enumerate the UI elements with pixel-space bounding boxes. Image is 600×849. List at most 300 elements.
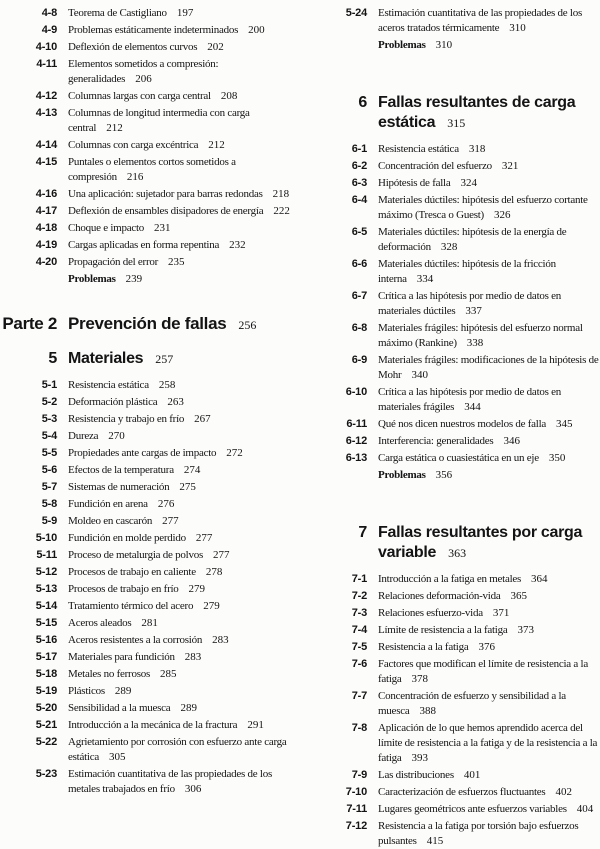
entry-title: Estimación cuantitativa de las propiedades de los aceros tratados térmicamente <box>378 7 583 34</box>
entry-title: Choque e impacto <box>68 222 145 234</box>
entry-title-wrap <box>68 767 300 797</box>
entry-number: 4-19 <box>35 239 57 251</box>
toc-entry <box>310 38 600 53</box>
entry-title: Estimación cuantitativa de las propiedades de los metales trabajados en frío <box>68 768 273 795</box>
toc-entry-list <box>310 142 600 483</box>
entry-title: Procesos de trabajo en caliente <box>68 566 196 578</box>
entry-number: 6-3 <box>351 177 367 189</box>
entry-page-number: 291 <box>247 719 264 731</box>
entry-page-number: 393 <box>411 752 429 764</box>
entry-number: 7-12 <box>345 820 367 832</box>
toc-entry <box>0 155 300 185</box>
entry-title-wrap <box>378 802 600 817</box>
toc-entry-list <box>0 6 300 287</box>
entry-title: Límite de resistencia a la fatiga <box>378 624 508 636</box>
chapter-title-wrap <box>378 523 600 563</box>
entry-page-number: 278 <box>205 566 223 578</box>
toc-entry <box>310 385 600 415</box>
entry-title: Materiales frágiles: hipótesis del esfuerzo normal máximo (Rankine) <box>378 322 583 349</box>
entry-page-number: 276 <box>157 498 175 510</box>
entry-page-number: 283 <box>212 634 229 646</box>
toc-entry <box>310 657 600 687</box>
part-label: Parte 2 <box>2 314 57 333</box>
entry-page-number: 218 <box>272 188 290 200</box>
entry-number: 6-2 <box>351 160 367 172</box>
entry-page-number: 346 <box>503 435 520 447</box>
entry-title-wrap <box>378 193 600 223</box>
entry-title: Materiales dúctiles: hipótesis de la energía de deformación <box>378 226 567 253</box>
entry-title: Lugares geométricos ante esfuerzos variables <box>378 803 567 815</box>
entry-page-number: 274 <box>183 464 201 476</box>
chapter-number: 6 <box>358 94 367 111</box>
entry-number: 4-20 <box>35 256 57 268</box>
chapter-heading <box>310 523 600 563</box>
entry-page-number: 222 <box>273 205 290 217</box>
entry-title: Caracterización de esfuerzos fluctuantes <box>378 786 546 798</box>
entry-title: Problemas <box>378 39 426 51</box>
entry-page-number: 267 <box>194 413 211 425</box>
entry-page-number: 279 <box>188 583 206 595</box>
entry-title-wrap <box>378 289 600 319</box>
toc-entry <box>310 353 600 383</box>
entry-page-number: 356 <box>435 469 453 481</box>
entry-title: Agrietamiento por corrosión con esfuerzo ante carga estática <box>68 736 287 763</box>
entry-title: Relaciones deformación-vida <box>378 590 501 602</box>
toc-entry <box>310 721 600 766</box>
toc-entry <box>0 272 300 287</box>
entry-number: 4-8 <box>41 7 57 19</box>
entry-title: Efectos de la temperatura <box>68 464 174 476</box>
chapter-number: 5 <box>48 350 57 367</box>
entry-number: 6-11 <box>346 418 367 430</box>
entry-title: Materiales dúctiles: hipótesis del esfuerzo cortante máximo (Tresca o Guest) <box>378 194 588 221</box>
toc-entry <box>0 718 300 733</box>
entry-title-wrap <box>68 667 300 682</box>
entry-page-number: 371 <box>492 607 510 619</box>
entry-title-wrap <box>68 446 300 461</box>
entry-number: 5-16 <box>35 634 57 646</box>
entry-number: 5-14 <box>35 600 57 612</box>
entry-page-number: 275 <box>179 481 196 493</box>
entry-number: 5-5 <box>41 447 57 459</box>
entry-number: 5-6 <box>41 464 57 476</box>
toc-entry <box>310 640 600 655</box>
entry-page-number: 212 <box>106 122 123 134</box>
entry-page-number: 281 <box>141 617 158 629</box>
entry-title-wrap <box>68 187 300 202</box>
entry-title-wrap <box>68 514 300 529</box>
entry-number: 6-1 <box>351 143 367 155</box>
entry-number: 7-7 <box>351 690 367 702</box>
entry-title: Concentración del esfuerzo <box>378 160 492 172</box>
entry-number: 5-15 <box>35 617 57 629</box>
entry-page-number: 378 <box>411 673 429 685</box>
entry-title: Dureza <box>68 430 99 442</box>
toc-entry <box>310 6 600 36</box>
entry-page-number: 263 <box>167 396 184 408</box>
entry-title: Materiales para fundición <box>68 651 175 663</box>
entry-title: Proceso de metalurgia de polvos <box>68 549 204 561</box>
entry-number: 5-23 <box>35 768 57 780</box>
entry-page-number: 328 <box>440 241 458 253</box>
entry-title: Procesos de trabajo en frío <box>68 583 179 595</box>
entry-title: Introducción a la mecánica de la fractura <box>68 719 238 731</box>
entry-page-number: 232 <box>229 239 246 251</box>
chapter-number: 7 <box>358 524 367 541</box>
toc-entry <box>310 768 600 783</box>
entry-page-number: 337 <box>465 305 482 317</box>
entry-number: 6-5 <box>351 226 367 238</box>
entry-number: 5-1 <box>41 379 57 391</box>
entry-number: 7-9 <box>351 769 367 781</box>
entry-title: Sistemas de numeración <box>68 481 170 493</box>
toc-entry <box>0 633 300 648</box>
entry-number: 5-12 <box>35 566 57 578</box>
entry-number: 6-4 <box>351 194 367 206</box>
entry-title-wrap <box>68 616 300 631</box>
toc-entry <box>0 138 300 153</box>
toc-entry <box>310 321 600 351</box>
toc-entry <box>0 446 300 461</box>
toc-entry-list <box>310 572 600 849</box>
toc-entry <box>0 89 300 104</box>
toc-entry <box>0 548 300 563</box>
entry-number: 6-8 <box>351 322 367 334</box>
toc-entry-list <box>310 6 600 53</box>
entry-title-wrap <box>378 257 600 287</box>
entry-number: 5-22 <box>35 736 57 748</box>
entry-title: Moldeo en cascarón <box>68 515 153 527</box>
entry-number: 4-9 <box>41 24 57 36</box>
entry-title-wrap <box>68 378 300 393</box>
entry-number: 5-24 <box>345 7 367 19</box>
toc-entry <box>310 142 600 157</box>
toc-entry <box>0 531 300 546</box>
entry-title-wrap <box>378 657 600 687</box>
entry-number: 5-4 <box>41 430 57 442</box>
entry-title: Carga estática o cuasiestática en un eje <box>378 452 539 464</box>
entry-number: 4-11 <box>36 58 57 70</box>
entry-title-wrap <box>68 463 300 478</box>
toc-entry <box>0 684 300 699</box>
entry-number: 7-10 <box>345 786 367 798</box>
entry-title-wrap <box>378 768 600 783</box>
entry-title-wrap <box>378 468 600 483</box>
chapter-heading <box>0 349 300 369</box>
entry-page-number: 334 <box>416 273 434 285</box>
entry-title: Problemas <box>378 469 426 481</box>
entry-title-wrap <box>378 6 600 36</box>
entry-number: 5-2 <box>41 396 57 408</box>
toc-entry <box>0 599 300 614</box>
entry-title: Deformación plástica <box>68 396 158 408</box>
entry-title: Elementos sometidos a compresión: generalidades <box>68 58 219 85</box>
entry-number: 7-11 <box>346 803 367 815</box>
toc-entry <box>310 289 600 319</box>
entry-title: Aplicación de lo que hemos aprendido acerca del límite de resistencia a la fatiga y de la resistencia a la fatiga <box>378 722 598 764</box>
entry-title-wrap <box>378 385 600 415</box>
entry-title: Propiedades ante cargas de impacto <box>68 447 217 459</box>
entry-page-number: 415 <box>426 835 444 847</box>
entry-page-number: 338 <box>466 337 484 349</box>
entry-title-wrap <box>68 23 300 38</box>
entry-title-wrap <box>68 221 300 236</box>
entry-number: 6-10 <box>345 386 367 398</box>
entry-page-number: 279 <box>203 600 220 612</box>
entry-page-number: 208 <box>220 90 238 102</box>
entry-title: Columnas con carga excéntrica <box>68 139 199 151</box>
entry-page-number: 212 <box>208 139 225 151</box>
toc-entry <box>310 623 600 638</box>
entry-title-wrap <box>68 106 300 136</box>
entry-page-number: 200 <box>248 24 265 36</box>
toc-entry <box>0 221 300 236</box>
entry-page-number: 404 <box>576 803 594 815</box>
entry-title: Introducción a la fatiga en metales <box>378 573 522 585</box>
entry-title-wrap <box>68 138 300 153</box>
entry-title: Sensibilidad a la muesca <box>68 702 171 714</box>
entry-title: Deflexión de elementos curvos <box>68 41 198 53</box>
entry-title-wrap <box>378 640 600 655</box>
toc-entry <box>0 497 300 512</box>
toc-entry-list <box>0 378 300 797</box>
toc-entry <box>0 767 300 797</box>
entry-number: 7-4 <box>351 624 367 636</box>
toc-entry <box>0 514 300 529</box>
entry-title-wrap <box>68 718 300 733</box>
entry-page-number: 365 <box>510 590 527 602</box>
entry-title-wrap <box>68 40 300 55</box>
entry-title: Plásticos <box>68 685 105 697</box>
toc-entry <box>310 225 600 255</box>
entry-title-wrap <box>68 204 300 219</box>
entry-title: Tratamiento térmico del acero <box>68 600 194 612</box>
entry-page-number: 235 <box>168 256 185 268</box>
entry-number: 6-7 <box>351 290 367 302</box>
entry-title: Metales no ferrosos <box>68 668 151 680</box>
entry-title: Fundición en molde perdido <box>68 532 186 544</box>
toc-entry <box>310 434 600 449</box>
entry-title: Teorema de Castigliano <box>68 7 167 19</box>
entry-title: Fundición en arena <box>68 498 148 510</box>
entry-page-number: 310 <box>435 39 453 51</box>
entry-title-wrap <box>68 238 300 253</box>
entry-title: Resistencia a la fatiga <box>378 641 469 653</box>
entry-number: 5-8 <box>41 498 57 510</box>
entry-number: 6-12 <box>345 435 367 447</box>
entry-title-wrap <box>378 417 600 432</box>
entry-title-wrap <box>68 701 300 716</box>
entry-page-number: 239 <box>125 273 143 285</box>
entry-number: 6-9 <box>351 354 367 366</box>
entry-page-number: 326 <box>493 209 511 221</box>
entry-title-wrap <box>68 429 300 444</box>
toc-entry <box>0 463 300 478</box>
toc-entry <box>310 176 600 191</box>
entry-title-wrap <box>68 412 300 427</box>
entry-title-wrap <box>378 606 600 621</box>
entry-title: Materiales dúctiles: hipótesis de la fricción interna <box>378 258 556 285</box>
entry-title-wrap <box>378 721 600 766</box>
chapter-page-number: 315 <box>447 116 466 130</box>
chapter-page-number: 363 <box>448 546 467 560</box>
entry-title-wrap <box>68 599 300 614</box>
toc-entry <box>310 417 600 432</box>
entry-page-number: 364 <box>531 573 548 585</box>
entry-number: 7-8 <box>351 722 367 734</box>
entry-title: Relaciones esfuerzo-vida <box>378 607 483 619</box>
entry-title: Factores que modifican el límite de resistencia a la fatiga <box>378 658 588 685</box>
entry-title-wrap <box>68 155 300 185</box>
toc-entry <box>310 193 600 223</box>
toc-entry <box>0 40 300 55</box>
toc-entry <box>0 204 300 219</box>
entry-title-wrap <box>68 89 300 104</box>
toc-entry <box>0 616 300 631</box>
toc-entry <box>0 412 300 427</box>
toc-entry <box>0 650 300 665</box>
toc-entry <box>0 429 300 444</box>
entry-title: Una aplicación: sujetador para barras redondas <box>68 188 263 200</box>
entry-title-wrap <box>378 572 600 587</box>
entry-page-number: 283 <box>184 651 202 663</box>
toc-entry <box>0 735 300 765</box>
toc-entry <box>0 701 300 716</box>
entry-title-wrap <box>378 159 600 174</box>
entry-number: 5-7 <box>41 481 57 493</box>
entry-page-number: 344 <box>464 401 481 413</box>
entry-page-number: 345 <box>556 418 573 430</box>
toc-entry <box>0 582 300 597</box>
toc-entry <box>310 606 600 621</box>
entry-number: 4-14 <box>35 139 57 151</box>
toc-entry <box>310 468 600 483</box>
chapter-page-number: 257 <box>155 352 174 366</box>
chapter-title: Fallas resultantes por carga variable <box>378 524 583 561</box>
entry-title: Qué nos dicen nuestros modelos de falla <box>378 418 547 430</box>
part-page-number: 256 <box>238 318 257 332</box>
entry-number: 4-18 <box>35 222 57 234</box>
toc-entry <box>0 6 300 21</box>
entry-number: 5-13 <box>35 583 57 595</box>
entry-number: 5-21 <box>35 719 57 731</box>
chapter-title: Materiales <box>68 350 144 367</box>
toc-entry <box>310 819 600 849</box>
part-heading <box>0 313 300 336</box>
entry-title-wrap <box>68 565 300 580</box>
entry-number: 5-20 <box>35 702 57 714</box>
entry-number: 5-19 <box>35 685 57 697</box>
entry-number: 4-12 <box>35 90 57 102</box>
toc-entry <box>310 451 600 466</box>
entry-page-number: 216 <box>126 171 144 183</box>
entry-page-number: 270 <box>108 430 125 442</box>
entry-title-wrap <box>378 819 600 849</box>
entry-title-wrap <box>378 623 600 638</box>
entry-page-number: 285 <box>160 668 177 680</box>
entry-page-number: 388 <box>419 705 436 717</box>
entry-title-wrap <box>378 225 600 255</box>
entry-title: Deflexión de ensambles disipadores de energía <box>68 205 264 217</box>
entry-page-number: 258 <box>158 379 176 391</box>
entry-title-wrap <box>378 38 600 53</box>
entry-title: Aceros resistentes a la corrosión <box>68 634 203 646</box>
entry-number: 5-17 <box>35 651 57 663</box>
toc-entry <box>0 238 300 253</box>
entry-title-wrap <box>68 684 300 699</box>
entry-page-number: 321 <box>501 160 519 172</box>
entry-number: 7-2 <box>351 590 367 602</box>
entry-number: 7-1 <box>351 573 367 585</box>
entry-page-number: 373 <box>517 624 534 636</box>
entry-page-number: 402 <box>555 786 572 798</box>
entry-page-number: 318 <box>468 143 486 155</box>
entry-title-wrap <box>68 255 300 270</box>
entry-number: 4-13 <box>35 107 57 119</box>
entry-title: Problemas estáticamente indeterminados <box>68 24 239 36</box>
entry-page-number: 197 <box>176 7 194 19</box>
entry-page-number: 277 <box>195 532 213 544</box>
entry-page-number: 305 <box>108 751 126 763</box>
entry-number: 7-5 <box>351 641 367 653</box>
entry-page-number: 376 <box>478 641 495 653</box>
entry-title-wrap <box>378 689 600 719</box>
entry-number: 4-15 <box>35 156 57 168</box>
entry-number: 5-3 <box>41 413 57 425</box>
entry-title-wrap <box>68 480 300 495</box>
entry-title: Concentración de esfuerzo y sensibilidad a la muesca <box>378 690 566 717</box>
entry-page-number: 272 <box>226 447 243 459</box>
entry-title-wrap <box>68 395 300 410</box>
entry-page-number: 277 <box>162 515 179 527</box>
entry-title-wrap <box>378 434 600 449</box>
entry-title: Materiales frágiles: modificaciones de la hipótesis de Mohr <box>378 354 599 381</box>
entry-title: Propagación del error <box>68 256 159 268</box>
entry-title-wrap <box>378 589 600 604</box>
entry-title-wrap <box>68 548 300 563</box>
entry-title: Resistencia estática <box>378 143 459 155</box>
toc-entry <box>0 255 300 270</box>
entry-page-number: 289 <box>114 685 132 697</box>
entry-number: 4-17 <box>35 205 57 217</box>
entry-title-wrap <box>378 142 600 157</box>
toc-entry <box>0 378 300 393</box>
entry-title: Puntales o elementos cortos sometidos a compresión <box>68 156 236 183</box>
toc-entry <box>310 589 600 604</box>
toc-entry <box>310 257 600 287</box>
entry-title-wrap <box>68 6 300 21</box>
entry-number: 5-10 <box>35 532 57 544</box>
chapter-title-wrap <box>378 93 600 133</box>
entry-title-wrap <box>68 633 300 648</box>
entry-title: Problemas <box>68 273 116 285</box>
entry-title: Resistencia estática <box>68 379 149 391</box>
entry-page-number: 306 <box>184 783 202 795</box>
toc-entry <box>310 572 600 587</box>
entry-title: Interferencia: generalidades <box>378 435 494 447</box>
entry-page-number: 350 <box>548 452 566 464</box>
toc-entry <box>0 667 300 682</box>
entry-number: 6-6 <box>351 258 367 270</box>
entry-page-number: 324 <box>460 177 477 189</box>
entry-title: Columnas largas con carga central <box>68 90 211 102</box>
entry-title: Crítica a las hipótesis por medio de datos en materiales frágiles <box>378 386 562 413</box>
part-title-wrap <box>68 313 300 336</box>
entry-number: 6-13 <box>345 452 367 464</box>
entry-page-number: 340 <box>411 369 428 381</box>
entry-number: 4-16 <box>35 188 57 200</box>
toc-entry <box>310 689 600 719</box>
